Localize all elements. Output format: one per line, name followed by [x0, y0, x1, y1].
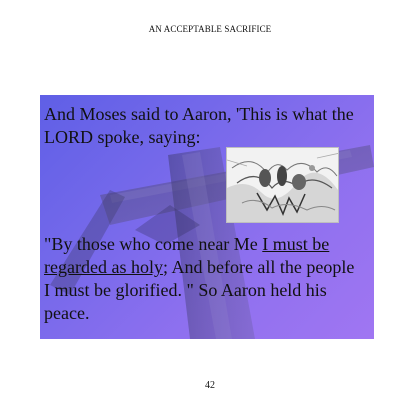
slide-text-line: [44, 256, 370, 279]
slide-text-line: [44, 233, 370, 256]
engraving-illustration: [226, 147, 339, 223]
page-header-title: AN ACCEPTABLE SACRIFICE: [148, 24, 272, 34]
slide-text-line: peace.: [44, 303, 90, 323]
engraving-figures-icon: [227, 148, 339, 223]
quote-text: ; And before all the people: [162, 257, 355, 277]
quote-underlined-text: I must be: [262, 234, 330, 254]
slide-text-line: And Moses said to Aaron, 'This is what the: [44, 104, 354, 124]
slide-text-quote: [44, 233, 370, 325]
slide-image: [40, 95, 374, 339]
quote-underlined-text: regarded as holy: [44, 257, 163, 277]
slide-text-intro: [44, 103, 370, 149]
slide-text-line: LORD spoke, saying:: [44, 127, 201, 147]
page-number: 42: [205, 380, 215, 391]
slide-text-line: I must be glorified. " So Aaron held his: [44, 280, 327, 300]
quote-text: "By those who come near Me: [44, 234, 263, 254]
